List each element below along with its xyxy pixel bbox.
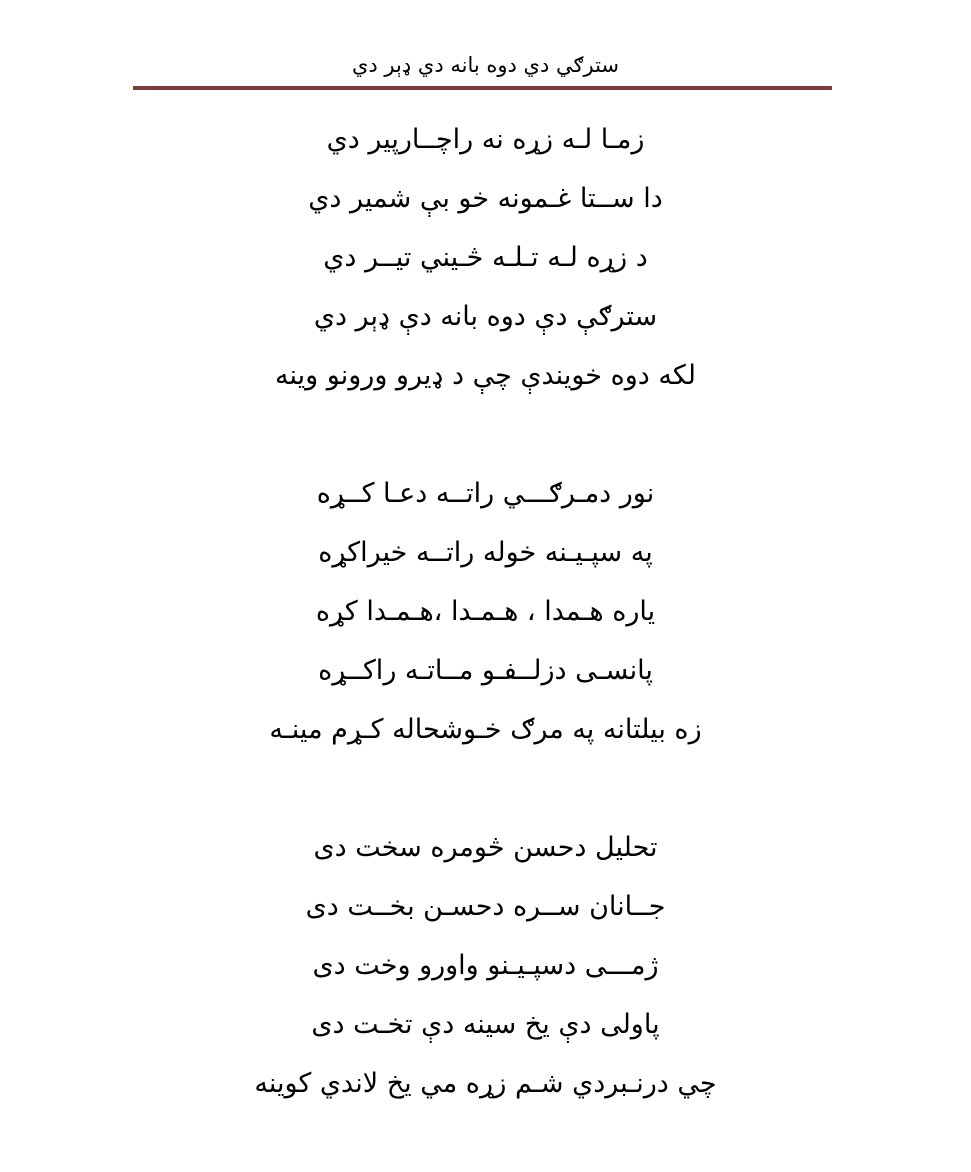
verse-line: سترګې دې دوه بانه دې ډېر دي (313, 301, 658, 332)
verse-line: پاولی دې يخ سينه دې تخـت دی (311, 1009, 660, 1040)
stanza-3 (0, 818, 971, 1113)
header-divider (133, 86, 832, 90)
page-header-title: سترګي دي دوه بانه دي ډېر دي (351, 53, 620, 77)
verse-line: دا ســتا غـمونه خو بې شمیر دي (308, 183, 663, 214)
verse-line: د زړه لـه تـلـه څـیني تیــر دي (323, 242, 648, 273)
verse-line: ژمـــی دسپـیـنو واورو وخت دی (312, 950, 659, 981)
stanza-1 (0, 110, 971, 405)
verse-line: په سپـیـنه خوله راتــه خیراکړه (318, 537, 653, 568)
verse-line: چي درنـبردي شـم زړه مي يخ لاندي کوینه (254, 1068, 717, 1099)
verse-line: یاره هـمدا ، هـمـدا ،هـمـدا کړه (315, 596, 656, 627)
verse-line: لکه دوه خویندې چې د ډیرو ورونو وينه (275, 360, 696, 391)
verse-line: زه بیلتانه په مرګ خـوشحاله کـړم مینـه (269, 714, 702, 745)
verse-line: پانسـی دزلــفـو مــاتـه راکــړه (318, 655, 653, 686)
verse-line: زمـا لـه زړه نه راچــارپیر دي (326, 124, 645, 155)
verse-line: جــانان ســره دحسـن بخــت دی (305, 891, 666, 922)
verse-line: نور دمـرګـــي راتــه دعـا کــړه (316, 478, 655, 509)
verse-line: تحليل دحسن څومره سخت دی (313, 832, 658, 863)
stanza-2 (0, 464, 971, 759)
poem-body (0, 110, 971, 1172)
